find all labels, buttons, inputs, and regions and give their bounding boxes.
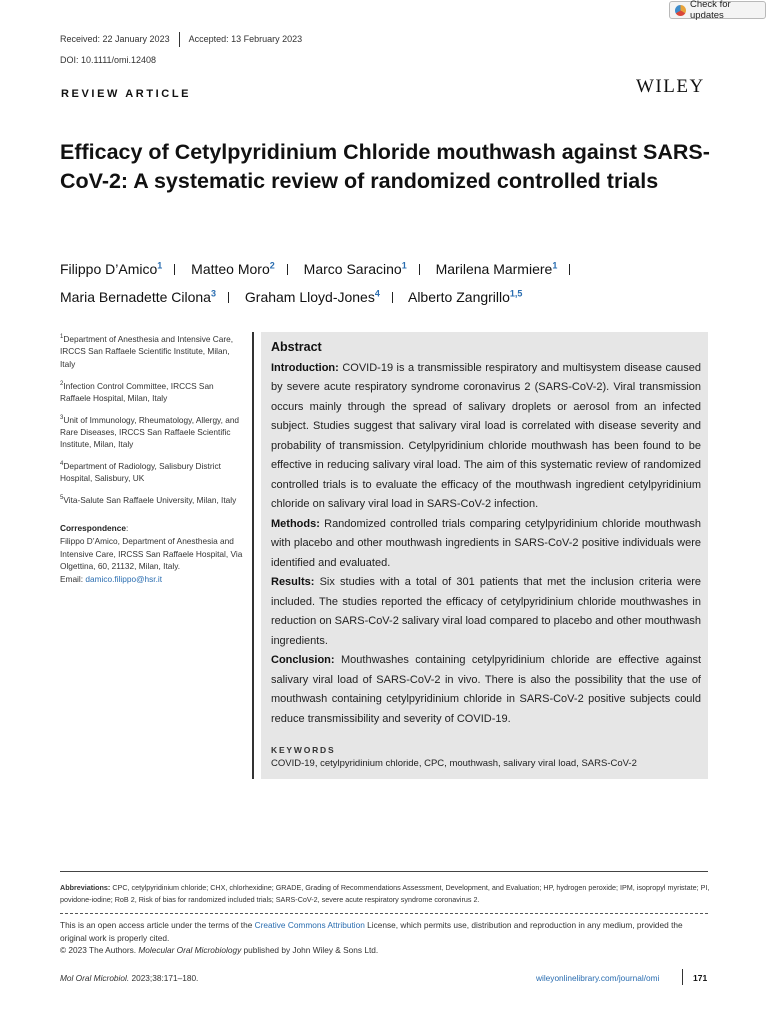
abstract-introduction: Introduction: COVID-19 is a transmissible respiratory and multisystem disease caused by severe acute respiratory syndrome coronavirus 2 (SARS-CoV-2). Viral transmission occurs mainly through the spread of salivary droplets or aerosol from an infected subject. Studies suggest that salivary viral load is correlated with disease severity and probability of transmission. Cetylpyridinium chloride mouthwash has been found to be effective in reducing salivary viral load. The aim of this systematic review of randomized controlled trials is to evaluate the efficacy of the mouthwash ingredient cetylpyridinium chloride on salivary viral load in SARS-CoV-2 infection. bbox=[271, 361, 701, 510]
date-divider bbox=[179, 32, 180, 47]
affiliation: $^5$Vita-Salute San Raffaele University, Milan, Italy bbox=[60, 494, 237, 505]
abstract-results: Results: Six studies with a total of 301 patients that met the inclusion criteria were included. The studies reported the efficacy of cetylpyridinium chloride mouthwashes in reduction on SARS-CoV-2 salivary viral load compared to placebo and other mouthwash ingredients. bbox=[271, 576, 701, 647]
author[interactable]: Matteo Moro$^2$ bbox=[191, 260, 275, 277]
publisher-logo: WILEY bbox=[636, 76, 705, 97]
affiliation: $^4$Department of Radiology, Salisbury District Hospital, Salisbury, UK bbox=[60, 460, 221, 484]
journal-url-link[interactable]: wileyonlinelibrary.com/journal/omi bbox=[536, 973, 660, 983]
author-list bbox=[60, 253, 750, 310]
check-for-updates-label: Check for updates bbox=[690, 0, 731, 21]
correspondence: Correspondence: Filippo D’Amico, Department of Anesthesia and Intensive Care, IRCSS San Raffaele Hospital, Via Olgettina, 60, 21132, Milan, Italy. Email: damico.filippo@hsr.it bbox=[60, 523, 243, 584]
affiliation: $^3$Unit of Immunology, Rheumatology, Allergy, and Rare Diseases, IRCCS San Raffaele Scientific Institute, Milan, Italy bbox=[60, 414, 240, 450]
author-divider bbox=[569, 264, 570, 275]
affiliation: $^1$Department of Anesthesia and Intensive Care, IRCCS San Raffaele Scientific Institute, Milan, Italy bbox=[60, 333, 234, 369]
received-date: Received: 22 January 2023 bbox=[60, 34, 170, 44]
author-divider bbox=[228, 292, 229, 303]
abbreviations: Abbreviations: CPC, cetylpyridinium chloride; CHX, chlorhexidine; GRADE, Grading of Recommendations Assessment, Development, and Evaluation; HP, hydrogen peroxide; IPM, isopropyl myristate; PI, povidone-iodine; RoB 2, Risk of bias for randomized included trials; SARS-CoV-2, severe acute respiratory syndrome coronavirus 2. bbox=[60, 883, 710, 904]
section-label: REVIEW ARTICLE bbox=[61, 88, 192, 100]
footnote-rule bbox=[60, 871, 708, 872]
keywords: COVID-19, cetylpyridinium chloride, CPC, mouthwash, salivary viral load, SARS-CoV-2 bbox=[271, 758, 637, 769]
affiliations bbox=[60, 331, 243, 592]
abstract-heading: Abstract bbox=[271, 340, 322, 354]
author[interactable]: Marilena Marmiere$^1$ bbox=[435, 260, 558, 277]
author-divider bbox=[287, 264, 288, 275]
citation: Mol Oral Microbiol. 2023;38:171–180. bbox=[60, 973, 199, 983]
cc-license-link[interactable]: Creative Commons Attribution bbox=[254, 920, 365, 930]
license-divider bbox=[60, 913, 708, 914]
affiliation: $^2$Infection Control Committee, IRCCS San Raffaele Hospital, Milan, Italy bbox=[60, 380, 214, 403]
author-divider bbox=[392, 292, 393, 303]
abstract-rule bbox=[252, 332, 254, 779]
correspondence-text: Filippo D’Amico, Department of Anesthesia and Intensive Care, IRCSS San Raffaele Hospital, Via Olgettina, 60, 21132, Milan, Italy. bbox=[60, 535, 243, 572]
keywords-label: KEYWORDS bbox=[271, 745, 336, 755]
email-link[interactable]: damico.filippo@hsr.it bbox=[85, 573, 163, 584]
author-divider bbox=[174, 264, 175, 275]
doi: DOI: 10.1111/omi.12408 bbox=[60, 55, 157, 65]
author[interactable]: Filippo D’Amico$^1$ bbox=[60, 260, 163, 277]
article-title: Efficacy of Cetylpyridinium Chloride mouthwash against SARS-CoV-2: A systematic review of randomized controlled trials bbox=[60, 140, 710, 193]
author[interactable]: Graham Lloyd-Jones$^4$ bbox=[244, 288, 380, 306]
accepted-date: Accepted: 13 February 2023 bbox=[188, 34, 303, 44]
abstract bbox=[271, 338, 701, 772]
author[interactable]: Maria Bernadette Cilona$^3$ bbox=[60, 288, 216, 306]
author[interactable]: Marco Saracino$^1$ bbox=[303, 260, 407, 277]
crossmark-icon bbox=[675, 5, 686, 16]
author[interactable]: Alberto Zangrillo$^{1,5}$ bbox=[407, 288, 523, 306]
author-divider bbox=[419, 264, 420, 275]
license: This is an open access article under the terms of the Creative Commons Attribution License, which permits use, distribution and reproduction in any medium, provided the original work is properly cited. © 2023 The Authors. Molecular Oral Microbiology published by John Wiley & Sons Ltd. bbox=[60, 920, 683, 956]
article-dates bbox=[60, 34, 302, 47]
page-number: 171 bbox=[693, 973, 708, 983]
correspondence-label: Correspondence bbox=[60, 523, 126, 534]
abstract-conclusion: Conclusion: Mouthwashes containing cetylpyridinium chloride are effective against salivary viral load of SARS-CoV-2 in vivo. There is also the possibility that the use of mouthwash containing cetylpyridinium chloride in SARS-CoV-2 positive subjects could reduce transmissibility and severity of COVID-19. bbox=[271, 654, 701, 725]
check-for-updates-button[interactable] bbox=[669, 1, 766, 19]
footer-divider bbox=[682, 969, 683, 985]
abstract-methods: Methods: Randomized controlled trials comparing cetylpyridinium chloride mouthwash with placebo and other mouthwash ingredients in SARS-CoV-2 positive individuals were identified and evaluated. bbox=[271, 517, 701, 569]
